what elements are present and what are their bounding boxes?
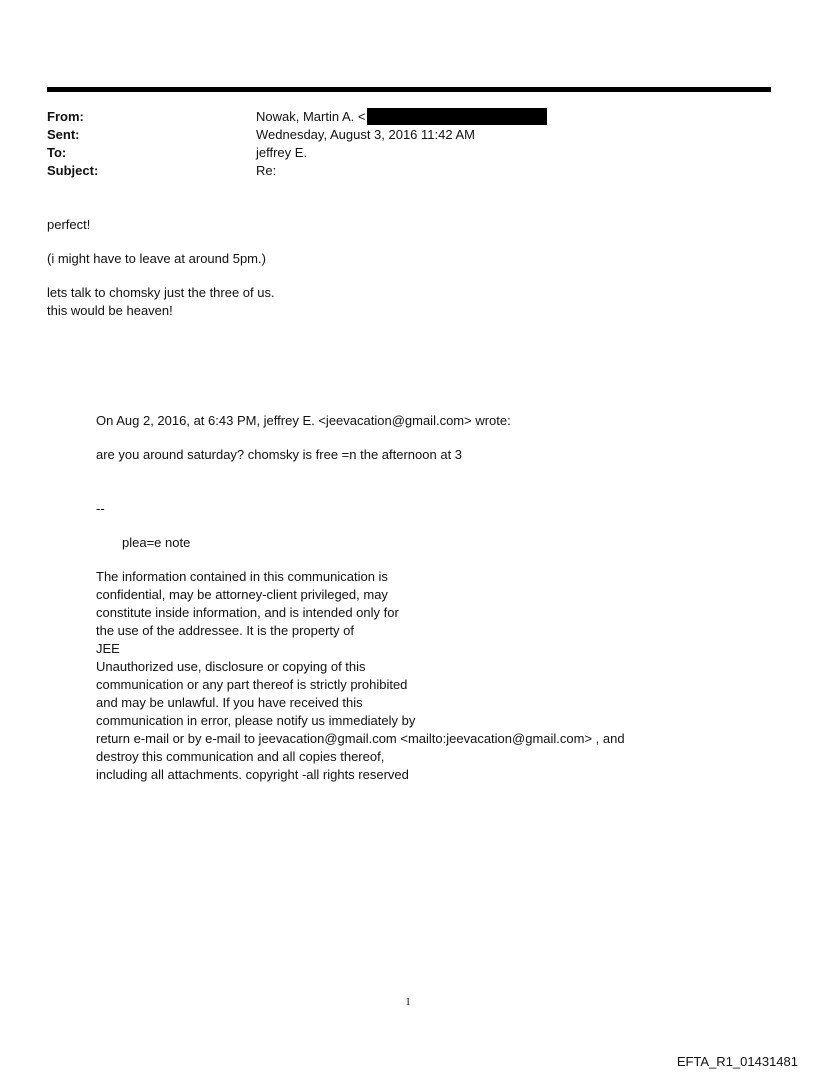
signature-separator: -- [96, 501, 105, 516]
disclaimer-line: JEE [96, 641, 120, 656]
from-value [256, 108, 547, 126]
disclaimer-line: including all attachments. copyright -all rights reserved [96, 767, 409, 782]
email-header [47, 108, 747, 180]
disclaimer-line: confidential, may be attorney-client privileged, may [96, 587, 388, 602]
subject-row [47, 162, 747, 180]
page-number: 1 [405, 996, 411, 1008]
sent-label: Sent: [47, 127, 80, 142]
disclaimer-line: return e-mail or by e-mail to jeevacation@gmail.com <mailto:jeevacation@gmail.com> , and [96, 731, 625, 746]
message-body [47, 216, 747, 336]
to-label: To: [47, 145, 67, 160]
from-name: Nowak, Martin A. < [256, 109, 366, 124]
redaction-block [367, 108, 547, 125]
header-rule [47, 87, 771, 92]
signature-note: plea=e note [122, 535, 191, 550]
body-line: lets talk to chomsky just the three of us. [47, 285, 275, 300]
quoted-question: are you around saturday? chomsky is free =n the afternoon at 3 [96, 447, 463, 462]
disclaimer-line: communication or any part thereof is strictly prohibited [96, 677, 408, 692]
disclaimer-line: constitute inside information, and is intended only for [96, 605, 399, 620]
body-line: this would be heaven! [47, 303, 173, 318]
to-row [47, 144, 747, 162]
subject-label: Subject: [47, 163, 99, 178]
disclaimer-line: and may be unlawful. If you have received this [96, 695, 363, 710]
quoted-message [96, 412, 756, 784]
from-row [47, 108, 747, 126]
sent-value: Wednesday, August 3, 2016 11:42 AM [256, 127, 475, 142]
document-id: EFTA_R1_01431481 [676, 1054, 798, 1069]
body-line: (i might have to leave at around 5pm.) [47, 251, 266, 266]
disclaimer-line: Unauthorized use, disclosure or copying of this [96, 659, 366, 674]
disclaimer-line: the use of the addressee. It is the property of [96, 623, 354, 638]
disclaimer-line: The information contained in this communication is [96, 569, 388, 584]
confidentiality-disclaimer [96, 568, 756, 784]
disclaimer-line: destroy this communication and all copies thereof, [96, 749, 385, 764]
body-paragraph [47, 284, 747, 320]
subject-value: Re: [256, 163, 277, 178]
quote-attribution: On Aug 2, 2016, at 6:43 PM, jeffrey E. <jeevacation@gmail.com> wrote: [96, 413, 511, 428]
to-value: jeffrey E. [256, 145, 308, 160]
from-label: From: [47, 109, 84, 124]
body-line: perfect! [47, 217, 91, 232]
disclaimer-line: communication in error, please notify us immediately by [96, 713, 416, 728]
sent-row [47, 126, 747, 144]
